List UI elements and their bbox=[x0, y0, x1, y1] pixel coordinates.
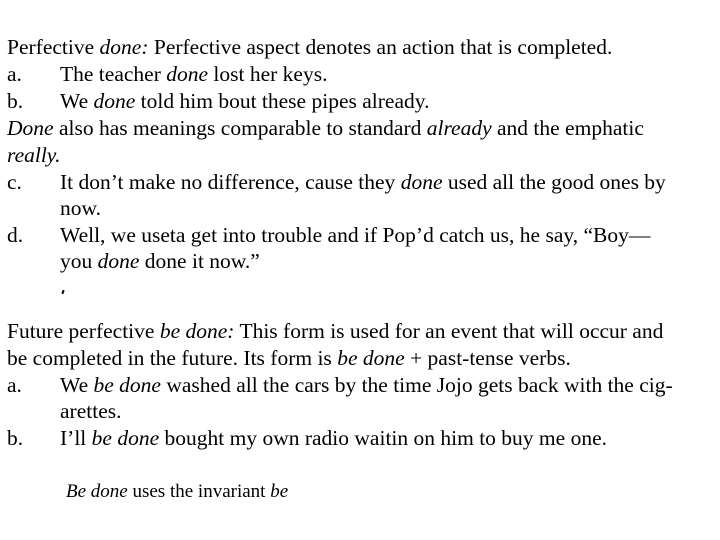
example-d-text: Well, we useta get into trouble and if Pop’d catch us, he say, “Boy— bbox=[60, 223, 651, 247]
example-marker-d: d. bbox=[7, 223, 24, 247]
example2-b-text: I’ll be done bought my own radio waitin on him to buy me one. bbox=[60, 426, 607, 450]
term-label: Perfective bbox=[7, 35, 100, 59]
example2-marker-a: a. bbox=[7, 373, 22, 397]
example-marker-b: b. bbox=[7, 89, 24, 113]
example-d-cont: you done done it now.” bbox=[60, 249, 260, 273]
perfective-done-definition bbox=[7, 34, 612, 60]
stray-mark bbox=[61, 290, 64, 294]
example-marker-a: a. bbox=[7, 62, 22, 86]
definition-text: Perfective aspect denotes an action that is completed. bbox=[148, 35, 613, 59]
example2-marker-b: b. bbox=[7, 426, 24, 450]
example-c-text: It don’t make no difference, cause they done used all the good ones by bbox=[60, 170, 666, 194]
done-meaning-note: Done also has meanings comparable to standard already and the emphatic bbox=[7, 116, 644, 140]
term-italic: done: bbox=[99, 35, 149, 59]
example-b-text: We done told him bout these pipes already. bbox=[60, 89, 430, 113]
future-perfective-definition: Future perfective be done: This form is used for an event that will occur and bbox=[7, 319, 664, 343]
example-a-text: The teacher done lost her keys. bbox=[60, 62, 328, 86]
future-perfective-definition-cont: be completed in the future. Its form is be done + past-tense verbs. bbox=[7, 346, 571, 370]
done-meaning-note-cont: really. bbox=[7, 143, 61, 167]
be-done-caption: Be done uses the invariant be bbox=[66, 481, 289, 502]
example2-a-text: We be done washed all the cars by the time Jojo gets back with the cig- bbox=[60, 373, 673, 397]
example-marker-c: c. bbox=[7, 170, 22, 194]
example-c-cont: now. bbox=[60, 196, 102, 220]
example2-a-cont: arettes. bbox=[60, 399, 122, 423]
